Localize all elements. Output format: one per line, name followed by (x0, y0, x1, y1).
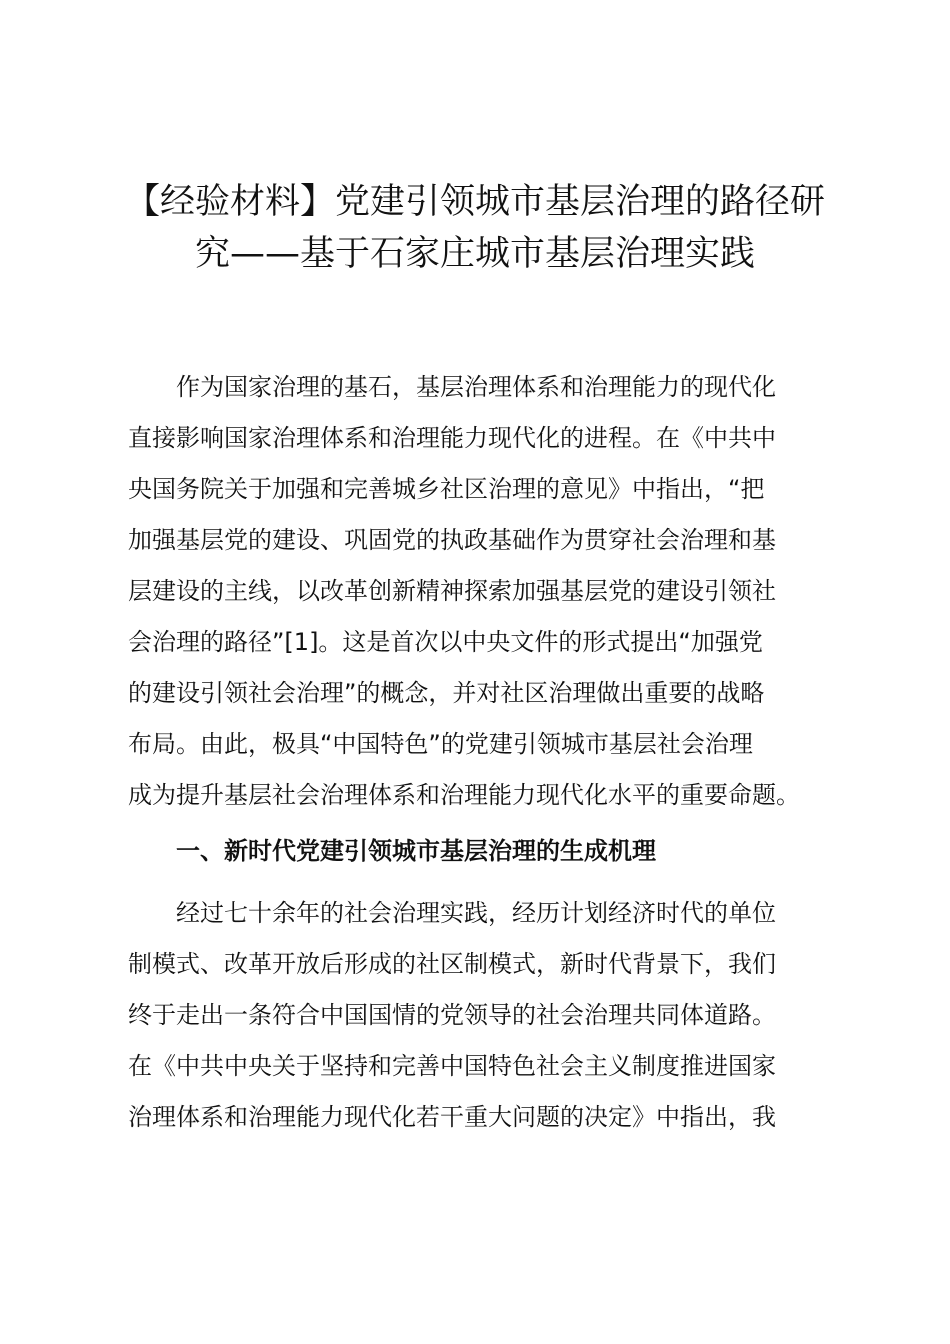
title-line-1: 【经验材料】党建引领城市基层治理的路径研 (124, 182, 825, 222)
paragraph-line: 加强基层党的建设、巩固党的执政基础作为贯穿社会治理和基 (128, 526, 776, 554)
paragraph-intro (128, 362, 832, 821)
paragraph-line: 终于走出一条符合中国国情的党领导的社会治理共同体道路。 (128, 1001, 776, 1029)
paragraph-line: 的建设引领社会治理”的概念，并对社区治理做出重要的战略 (128, 679, 765, 707)
paragraph-line: 制模式、改革开放后形成的社区制模式，新时代背景下，我们 (128, 950, 776, 978)
section-heading-1: 一、新时代党建引领城市基层治理的生成机理 (176, 837, 656, 865)
paragraph-line: 央国务院关于加强和完善城乡社区治理的意见》中指出，“把 (128, 475, 765, 503)
paragraph-line: 经过七十余年的社会治理实践，经历计划经济时代的单位 (176, 899, 776, 927)
paragraph-line: 作为国家治理的基石，基层治理体系和治理能力的现代化 (176, 373, 776, 401)
paragraph-line: 在《中共中央关于坚持和完善中国特色社会主义制度推进国家 (128, 1052, 776, 1080)
title-line-2: 究——基于石家庄城市基层治理实践 (194, 234, 755, 274)
paragraph-line: 直接影响国家治理体系和治理能力现代化的进程。在《中共中 (128, 424, 776, 452)
paragraph-line: 层建设的主线，以改革创新精神探索加强基层党的建设引领社 (128, 577, 776, 605)
paragraph-line: 布局。由此，极具“中国特色”的党建引领城市基层社会治理 (128, 730, 753, 758)
document-title (110, 176, 840, 280)
paragraph-line: 治理体系和治理能力现代化若干重大问题的决定》中指出，我 (128, 1103, 776, 1131)
paragraph-section-1 (128, 888, 832, 1143)
paragraph-line: 会治理的路径”[1]。这是首次以中央文件的形式提出“加强党 (128, 628, 763, 656)
paragraph-line: 成为提升基层社会治理体系和治理能力现代化水平的重要命题。 (128, 781, 800, 809)
